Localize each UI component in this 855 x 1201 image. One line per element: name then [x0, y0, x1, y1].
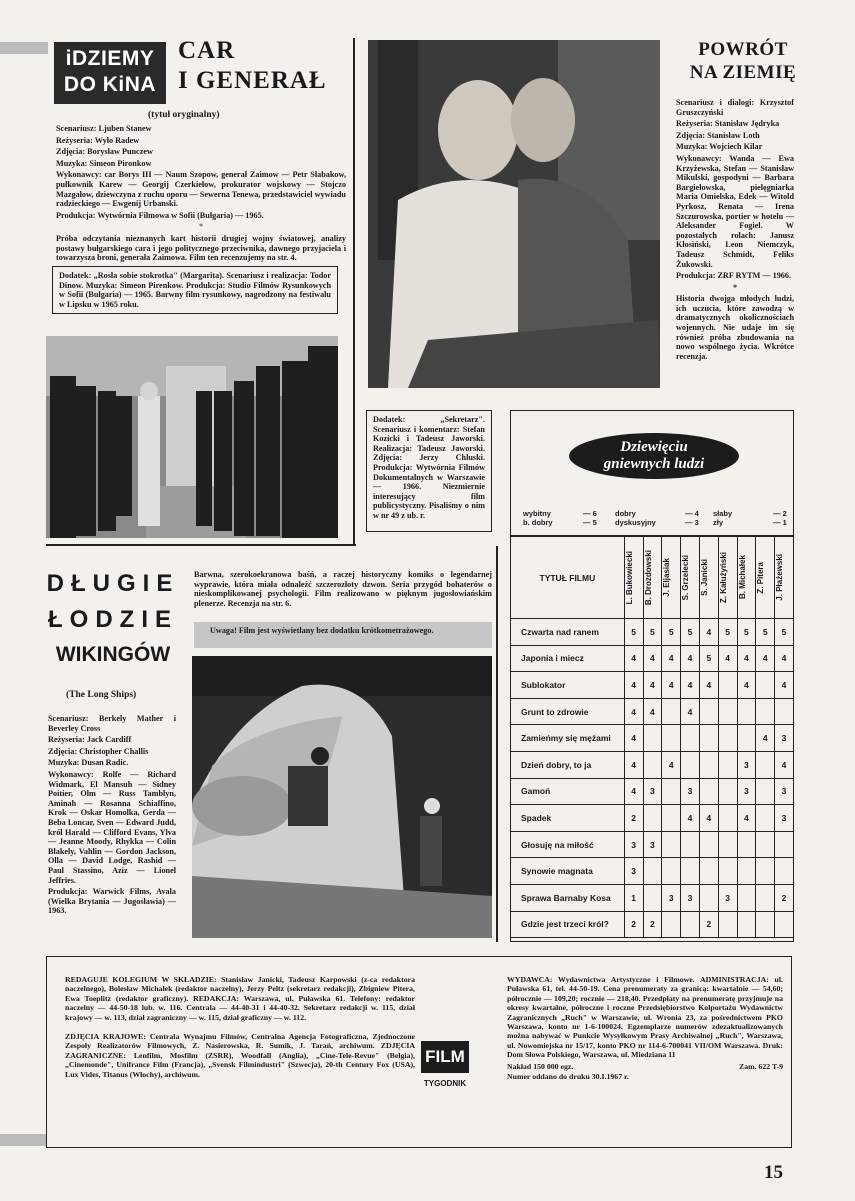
rating-cell: [756, 858, 775, 885]
ratings-table: [510, 536, 794, 938]
ratings-row: [511, 619, 794, 646]
rating-cell: 4: [662, 672, 681, 699]
rating-cell: [699, 858, 718, 885]
rating-cell: 3: [775, 725, 794, 752]
ratings-row: [511, 645, 794, 672]
ratings-row: [511, 751, 794, 778]
rating-cell: [662, 725, 681, 752]
rating-cell: [662, 698, 681, 725]
rating-cell: [699, 831, 718, 858]
rating-cell: 3: [718, 884, 737, 911]
rating-cell: [681, 911, 700, 938]
rating-cell: 4: [699, 805, 718, 832]
rating-cell: 3: [662, 884, 681, 911]
ratings-row: [511, 778, 794, 805]
footer-print-date: Numer oddano do druku 30.I.1967 r.: [507, 1071, 629, 1081]
film-title-cell: Synowie magnata: [511, 858, 625, 885]
car-credit-5: Produkcja: Wytwórnia Filmowa w Sofii (Bułgaria) — 1965.: [56, 210, 264, 220]
film-header-label: TYTUŁ FILMU: [539, 572, 596, 583]
footer-circulation: Nakład 150 000 egz.: [507, 1061, 574, 1071]
ratings-title-line2: gniewnych ludzi: [603, 456, 705, 472]
legend-value-1: — 5: [583, 518, 597, 527]
section-tag-line2: DO KiNA: [63, 73, 157, 96]
rating-cell: 4: [737, 645, 756, 672]
bottom-rule: [0, 1134, 46, 1146]
rating-cell: 2: [643, 911, 662, 938]
rating-cell: [737, 911, 756, 938]
car-separator: *: [198, 222, 204, 232]
rating-cell: 4: [662, 645, 681, 672]
rating-cell: 3: [737, 751, 756, 778]
wikingow-note-box: [194, 622, 492, 648]
rating-cell: 3: [681, 778, 700, 805]
rating-cell: [662, 831, 681, 858]
wikingow-credit-0: Scenariusz: Berkely Mather i Beverley Cross: [48, 714, 176, 733]
ratings-row: [511, 858, 794, 885]
rating-cell: 3: [775, 805, 794, 832]
wikingow-title-line1: DŁUGIE: [46, 570, 180, 597]
car-subtitle: (tytuł oryginalny): [148, 110, 220, 120]
rating-cell: [718, 698, 737, 725]
page-number: 15: [764, 1162, 783, 1183]
rating-cell: 4: [624, 778, 643, 805]
rating-cell: [756, 672, 775, 699]
powrot-credits: [676, 98, 794, 363]
rating-cell: [699, 884, 718, 911]
film-title-cell: Sprawa Barnaby Kosa: [511, 884, 625, 911]
wikingow-note: Uwaga! Film jest wyświetlany bez dodatku krótkometrażowego.: [210, 626, 434, 635]
film-title-cell: Dzień dobry, to ja: [511, 751, 625, 778]
powrot-title-line2: NA ZIEMIĘ: [689, 62, 797, 83]
footer-order: Zam. 622 T-9: [739, 1061, 783, 1071]
critic-header: [775, 537, 794, 619]
film-logo-text: FILM: [425, 1047, 465, 1066]
rating-cell: [718, 751, 737, 778]
powrot-title-line1: POWRÓT: [698, 39, 788, 60]
film-logo-sub: TYGODNIK: [423, 1079, 467, 1088]
wikingow-title-line3: WIKINGÓW: [55, 643, 171, 666]
section-tag-line1: iDZIEMY: [65, 47, 155, 70]
footer-right: [507, 975, 783, 1083]
wikingow-credit-2: Zdjęcia: Christopher Challis: [48, 746, 149, 756]
car-credit-2: Zdjęcia: Borysław Punczew: [56, 147, 153, 157]
rating-cell: [737, 884, 756, 911]
ratings-row: [511, 884, 794, 911]
rating-cell: 4: [775, 672, 794, 699]
rating-cell: 4: [699, 619, 718, 646]
car-credit-0: Scenariusz: Ljuben Stanew: [56, 124, 152, 133]
car-description: Próba odczytania nieznanych kart historii drugiej wojny światowej, analizy postawy bułgarskiego cara i jego politycznego przeciwnika, dawnego przyjaciela i towarzysza broni, generała Zaimowa. Film ten recenzujemy na str. 4.: [56, 233, 346, 263]
critic-header: [643, 537, 662, 619]
rating-cell: [737, 725, 756, 752]
rating-cell: 5: [662, 619, 681, 646]
car-addition-box: [52, 266, 338, 314]
legend-label-4: słaby: [713, 509, 733, 518]
powrot-credit-1: Reżyseria: Stanisław Jędryka: [676, 119, 780, 129]
section-tag: [54, 42, 166, 104]
powrot-title: [668, 38, 818, 84]
rating-cell: 4: [737, 805, 756, 832]
film-title-cell: Zamieńmy się mężami: [511, 725, 625, 752]
car-title: [178, 36, 327, 96]
wikingow-title-line2: ŁODZIE: [48, 606, 178, 633]
legend-label-5: zły: [713, 518, 724, 527]
legend-value-2: — 4: [685, 509, 699, 518]
film-column-header: [511, 537, 625, 619]
film-title-cell: Gamoń: [511, 778, 625, 805]
critic-header: [737, 537, 756, 619]
rating-cell: [681, 858, 700, 885]
film-title-cell: Sublokator: [511, 672, 625, 699]
powrot-credit-0: Scenariusz i dialogi: Krzysztof Gruszczyński: [676, 98, 794, 117]
footer-box: [46, 956, 792, 1148]
top-rule: [0, 42, 48, 54]
critic-name: Z. Kałużyński: [718, 551, 728, 604]
rating-cell: [699, 778, 718, 805]
column-divider-left: [353, 38, 355, 544]
film-title-cell: Czwarta nad ranem: [511, 619, 625, 646]
rating-cell: 2: [699, 911, 718, 938]
footer-left-editorial: REDAGUJE KOLEGIUM W SKŁADZIE: Stanisław Janicki, Tadeusz Karpowski (z-ca redaktora naczelnego), Bolesław Michałek (redaktor naczelny), Jerzy Peltz (sekretarz redakcji), Zbigniew Pitera, Ewa Toeplitz (redaktor graficzny). REDAKCJA: Warszawa, ul. Puławska 61. Telefony: redaktor naczelny — 44-50-18 lub. w. 116. Centrala — 44-40-31 i 44-40-32. Sekretarz redakcji w. 115, dział krajowy — w. 113, dział zagraniczny — w. 115, dział graficzny — w. 112.: [65, 975, 415, 1022]
rating-cell: 4: [737, 672, 756, 699]
car-credit-1: Reżyseria: Wyło Radew: [56, 135, 140, 145]
wikingow-description: Barwna, szerokoekranowa baśń, a raczej historyczny komiks o legendarnej wyprawie, która miała odnaleźć szczerozłoty dzwon. Seria przygód bohaterów o nieskomplikowanej psychologii. Film realizowano w pięknym jugosłowiańskim plenerze. Recenzja na str. 6.: [194, 570, 492, 608]
critic-name: J. Płażewski: [775, 554, 785, 601]
rating-cell: 4: [662, 751, 681, 778]
legend-label-3: dyskusyjny: [615, 518, 656, 527]
rating-cell: [662, 805, 681, 832]
rating-cell: 5: [737, 619, 756, 646]
sekretarz-text: Dodatek: „Sekretarz". Scenariusz i komentarz: Stefan Kozicki i Tadeusz Jaworski. Realizacja: Tadeusz Jaworski. Zdjęcia: Jerzy Chluski. Produkcja: Wytwórnia Filmów Dokumentalnych w Warszawie — 1966. Niezmiernie interesujący film publicystyczny. Pisaliśmy o nim w nr 49 z ub. r.: [373, 415, 485, 520]
rating-cell: 4: [775, 645, 794, 672]
rating-cell: 5: [699, 645, 718, 672]
ratings-row: [511, 698, 794, 725]
footer-print-row: [507, 1062, 783, 1072]
rating-cell: 4: [681, 672, 700, 699]
legend-label-2: dobry: [615, 509, 636, 518]
film-title-cell: Gdzie jest trzeci król?: [511, 911, 625, 938]
powrot-credit-2: Zdjęcia: Stanisław Loth: [676, 130, 760, 140]
critic-name: B. Drozdowski: [643, 549, 653, 606]
rating-cell: 4: [681, 805, 700, 832]
wikingow-credit-1: Reżyseria: Jack Cardiff: [48, 735, 132, 745]
rating-cell: 5: [681, 619, 700, 646]
ratings-title-line1: Dziewięciu: [620, 439, 688, 455]
rating-cell: 2: [775, 884, 794, 911]
rating-cell: 3: [643, 778, 662, 805]
rating-cell: 5: [624, 619, 643, 646]
critic-name: B. Michałek: [737, 555, 747, 600]
rating-cell: [718, 831, 737, 858]
rating-cell: [756, 778, 775, 805]
film-logo: [421, 1041, 469, 1073]
rating-cell: 4: [718, 645, 737, 672]
rating-cell: 4: [624, 645, 643, 672]
rating-cell: [775, 698, 794, 725]
rating-cell: [643, 751, 662, 778]
legend-value-0: — 6: [583, 509, 597, 518]
rating-cell: 4: [756, 645, 775, 672]
wikingow-credit-3: Muzyka: Dusan Radic.: [48, 758, 129, 768]
rating-cell: 4: [643, 672, 662, 699]
film-title-cell: Spadek: [511, 805, 625, 832]
rating-cell: 4: [681, 645, 700, 672]
rating-cell: 3: [643, 831, 662, 858]
sekretarz-box: [366, 410, 492, 532]
legend-label-0: wybitny: [523, 509, 551, 518]
rating-cell: [718, 805, 737, 832]
wikingow-title: [46, 566, 180, 672]
rating-cell: [643, 884, 662, 911]
film-title-cell: Japonia i miecz: [511, 645, 625, 672]
ratings-panel: [510, 410, 794, 942]
car-title-line2: I GENERAŁ: [178, 67, 327, 94]
powrot-description: Historia dwojga młodych ludzi, ich uczucia, które zawodzą w dramatycznych okolicznościach wojennych. Nie udaje im się również próba zbudowania na nowo wspólnego życia. Wkrótce recenzja.: [676, 294, 794, 361]
rating-cell: [681, 725, 700, 752]
rating-cell: [775, 911, 794, 938]
rating-cell: [681, 831, 700, 858]
ratings-title: [569, 433, 739, 479]
powrot-photo-illustration: [368, 40, 660, 388]
car-addition: Dodatek: „Rosła sobie stokrotka" (Margarita). Scenariusz i realizacja: Todor Dinow. Muzyka: Simeon Pirenkow. Produkcja: Studio Filmów Rysunkowych w Sofii (Bułgaria) — 1965. Barwny film rysunkowy, nagrodzony na festiwalu w Lipsku w 1965 roku.: [59, 271, 331, 309]
rating-cell: [756, 884, 775, 911]
rating-cell: 3: [775, 778, 794, 805]
legend-label-1: b. dobry: [523, 518, 553, 527]
rating-cell: 3: [624, 858, 643, 885]
rating-cell: [737, 831, 756, 858]
car-credit-3: Muzyka: Simeon Pironkow: [56, 158, 152, 168]
rating-cell: [662, 911, 681, 938]
car-photo: [46, 336, 338, 538]
rating-cell: [699, 751, 718, 778]
rating-cell: [718, 911, 737, 938]
rating-cell: 2: [624, 911, 643, 938]
rating-cell: 3: [737, 778, 756, 805]
critic-header: [681, 537, 700, 619]
rating-cell: 4: [643, 645, 662, 672]
critic-header: [624, 537, 643, 619]
critic-header: [756, 537, 775, 619]
rating-cell: [718, 725, 737, 752]
footer-left-photos: ZDJĘCIA KRAJOWE: Centrala Wynajmu Filmów, Centralna Agencja Fotograficzna, Zjednoczone Zespoły Realizatorów Filmowych, Z. Nasierowska, R. Sumik, J. Tarań, archiwum. ZDJĘCIA ZAGRANICZNE: Lenfilm, Mosfilm (ZSRR), Woodfall (Anglia), „Cine-Tele-Revue" (Belgia), „Cinemonde", Unifrance Film (Francja), „Svensk Filmindustri" (Szwecja), 20-th Century Fox (USA), Lux Vides, Titanus (Włochy), archiwum.: [65, 1032, 415, 1079]
section-divider-top: [46, 544, 356, 546]
rating-cell: [681, 751, 700, 778]
car-credit-4: Wykonawcy: car Borys III — Naum Szopow, generał Zaimow — Petr Słabakow, pułkownik Karew — Georgij Czerkiełow, prokurator wojskowy — Stojczo Mazgałow, dziewczyna z ruchu oporu — Sewerna Tenewa, przedstawiciel wywiadu radzieckiego — Ewgenij Urbanski.: [56, 170, 346, 209]
wikingow-subtitle: (The Long Ships): [66, 690, 137, 700]
critic-header: [662, 537, 681, 619]
powrot-credit-3: Muzyka: Wojciech Kilar: [676, 142, 763, 152]
car-title-line1: CAR: [178, 37, 236, 64]
rating-cell: [756, 911, 775, 938]
rating-cell: 4: [756, 725, 775, 752]
rating-cell: [756, 751, 775, 778]
wikingow-photo: [192, 656, 492, 938]
wikingow-credit-5: Produkcja: Warwick Films, Avala (Wielka Brytania — Jugosławia) — 1963.: [48, 887, 176, 916]
critic-header: [699, 537, 718, 619]
rating-cell: 4: [643, 698, 662, 725]
rating-cell: [699, 698, 718, 725]
rating-cell: 4: [624, 672, 643, 699]
rating-cell: [756, 698, 775, 725]
rating-cell: [737, 698, 756, 725]
ratings-header-row: [511, 537, 794, 619]
rating-cell: [718, 672, 737, 699]
car-photo-illustration: [46, 336, 338, 538]
critic-name: L. Bukowiecki: [624, 550, 634, 605]
wikingow-credit-4: Wykonawcy: Rolfe — Richard Widmark, El Mansuh — Sidney Poitier, Olm — Russ Tamblyn, Aminah — Rosanna Schiaffino, Krok — Oskar Homolka, Gerda — Beba Loncar, Sven — Edward Judd, król Harald — Clifford Evans, Ylva — Jeanne Moody, Rhykka — Colin Blakely, Vahlin — Gordon Jackson, Olla — David Lodge, Rashid — Paul Stassino, Aziz — Lionel Jeffries.: [48, 769, 176, 885]
rating-cell: 5: [718, 619, 737, 646]
rating-cell: [643, 805, 662, 832]
critic-name: J. Eljasiak: [662, 558, 672, 597]
rating-cell: 4: [624, 698, 643, 725]
rating-cell: [737, 858, 756, 885]
rating-cell: [775, 858, 794, 885]
powrot-credit-4: Wykonawcy: Wanda — Ewa Krzyżewska, Stefan — Stanisław Mikulski, gospodyni — Barbara Bargiełowska, pielęgniarka Maria Omielska, Edek — Witold Pyrkosz, Renata — Irena Szczurowska, portier w hotelu — Aleksander Fogiel. W pozostałych rolach: Janusz Kłosiński, Leon Niemczyk, Tadeusz Schmidt, Feliks Żukowski.: [676, 153, 794, 269]
rating-cell: [662, 858, 681, 885]
rating-cell: 4: [699, 672, 718, 699]
legend-value-5: — 1: [773, 518, 787, 527]
rating-cell: [775, 831, 794, 858]
critic-name: Z. Pitera: [756, 561, 766, 594]
rating-cell: [756, 805, 775, 832]
rating-cell: 3: [681, 884, 700, 911]
column-divider-lower: [496, 546, 498, 942]
wikingow-credits: [48, 714, 176, 918]
rating-cell: [643, 725, 662, 752]
rating-cell: 2: [624, 805, 643, 832]
powrot-separator: *: [732, 282, 738, 292]
rating-cell: 5: [775, 619, 794, 646]
rating-cell: 5: [756, 619, 775, 646]
footer-left: [65, 975, 415, 1081]
ratings-row: [511, 805, 794, 832]
film-title-cell: Głosuję na miłość: [511, 831, 625, 858]
rating-cell: [718, 858, 737, 885]
critic-name: S. Janicki: [699, 559, 709, 596]
car-credits: [56, 124, 346, 265]
ratings-row: [511, 725, 794, 752]
rating-cell: 5: [643, 619, 662, 646]
ratings-row: [511, 911, 794, 938]
critic-header: [718, 537, 737, 619]
legend-value-3: — 3: [685, 518, 699, 527]
ratings-row: [511, 831, 794, 858]
rating-cell: 4: [624, 725, 643, 752]
powrot-photo: [368, 40, 660, 388]
rating-cell: 4: [775, 751, 794, 778]
film-title-cell: Grunt to zdrowie: [511, 698, 625, 725]
rating-cell: 1: [624, 884, 643, 911]
rating-cell: [662, 778, 681, 805]
rating-cell: 4: [624, 751, 643, 778]
legend-value-4: — 2: [773, 509, 787, 518]
rating-cell: 3: [624, 831, 643, 858]
powrot-credit-5: Produkcja: ZRF RYTM — 1966.: [676, 271, 792, 281]
wikingow-photo-illustration: [192, 656, 492, 938]
footer-right-publisher: WYDAWCA: Wydawnictwa Artystyczne i Filmowe. ADMINISTRACJA: ul. Puławska 61, tel. 44-50-19. Cena prenumeraty za granicą: kwartalnie — 54,60; półrocznie — 109,20; rocznie — 218,40. Przedpłaty na prenumeratę przyjmuje na okresy kwartalne, półroczne i roczne Przedsiębiorstwo Kolportażu Wydawnictw Zagranicznych „Ruch" w Warszawie, ul. Wronia 23, za pośrednictwem PKO Warszawa, konto nr 1-6-100024. Egzemplarze numerów zdezaktualizowanych można nabywać w Punkcie Wysyłkowym Prasy Archiwalnej „Ruch", Warszawa, ul. Nowomiejska nr 15/17, konto PKO nr 114-6-700041 VII/OM Warszawa. Druk: Dom Słowa Polskiego, Warszawa, ul. Miedziana 11: [507, 975, 783, 1060]
rating-cell: 4: [681, 698, 700, 725]
rating-cell: [699, 725, 718, 752]
rating-cell: [756, 831, 775, 858]
rating-cell: [718, 778, 737, 805]
ratings-body: [511, 619, 794, 938]
rating-cell: [643, 858, 662, 885]
ratings-row: [511, 672, 794, 699]
critic-name: S. Grzelecki: [681, 554, 691, 601]
